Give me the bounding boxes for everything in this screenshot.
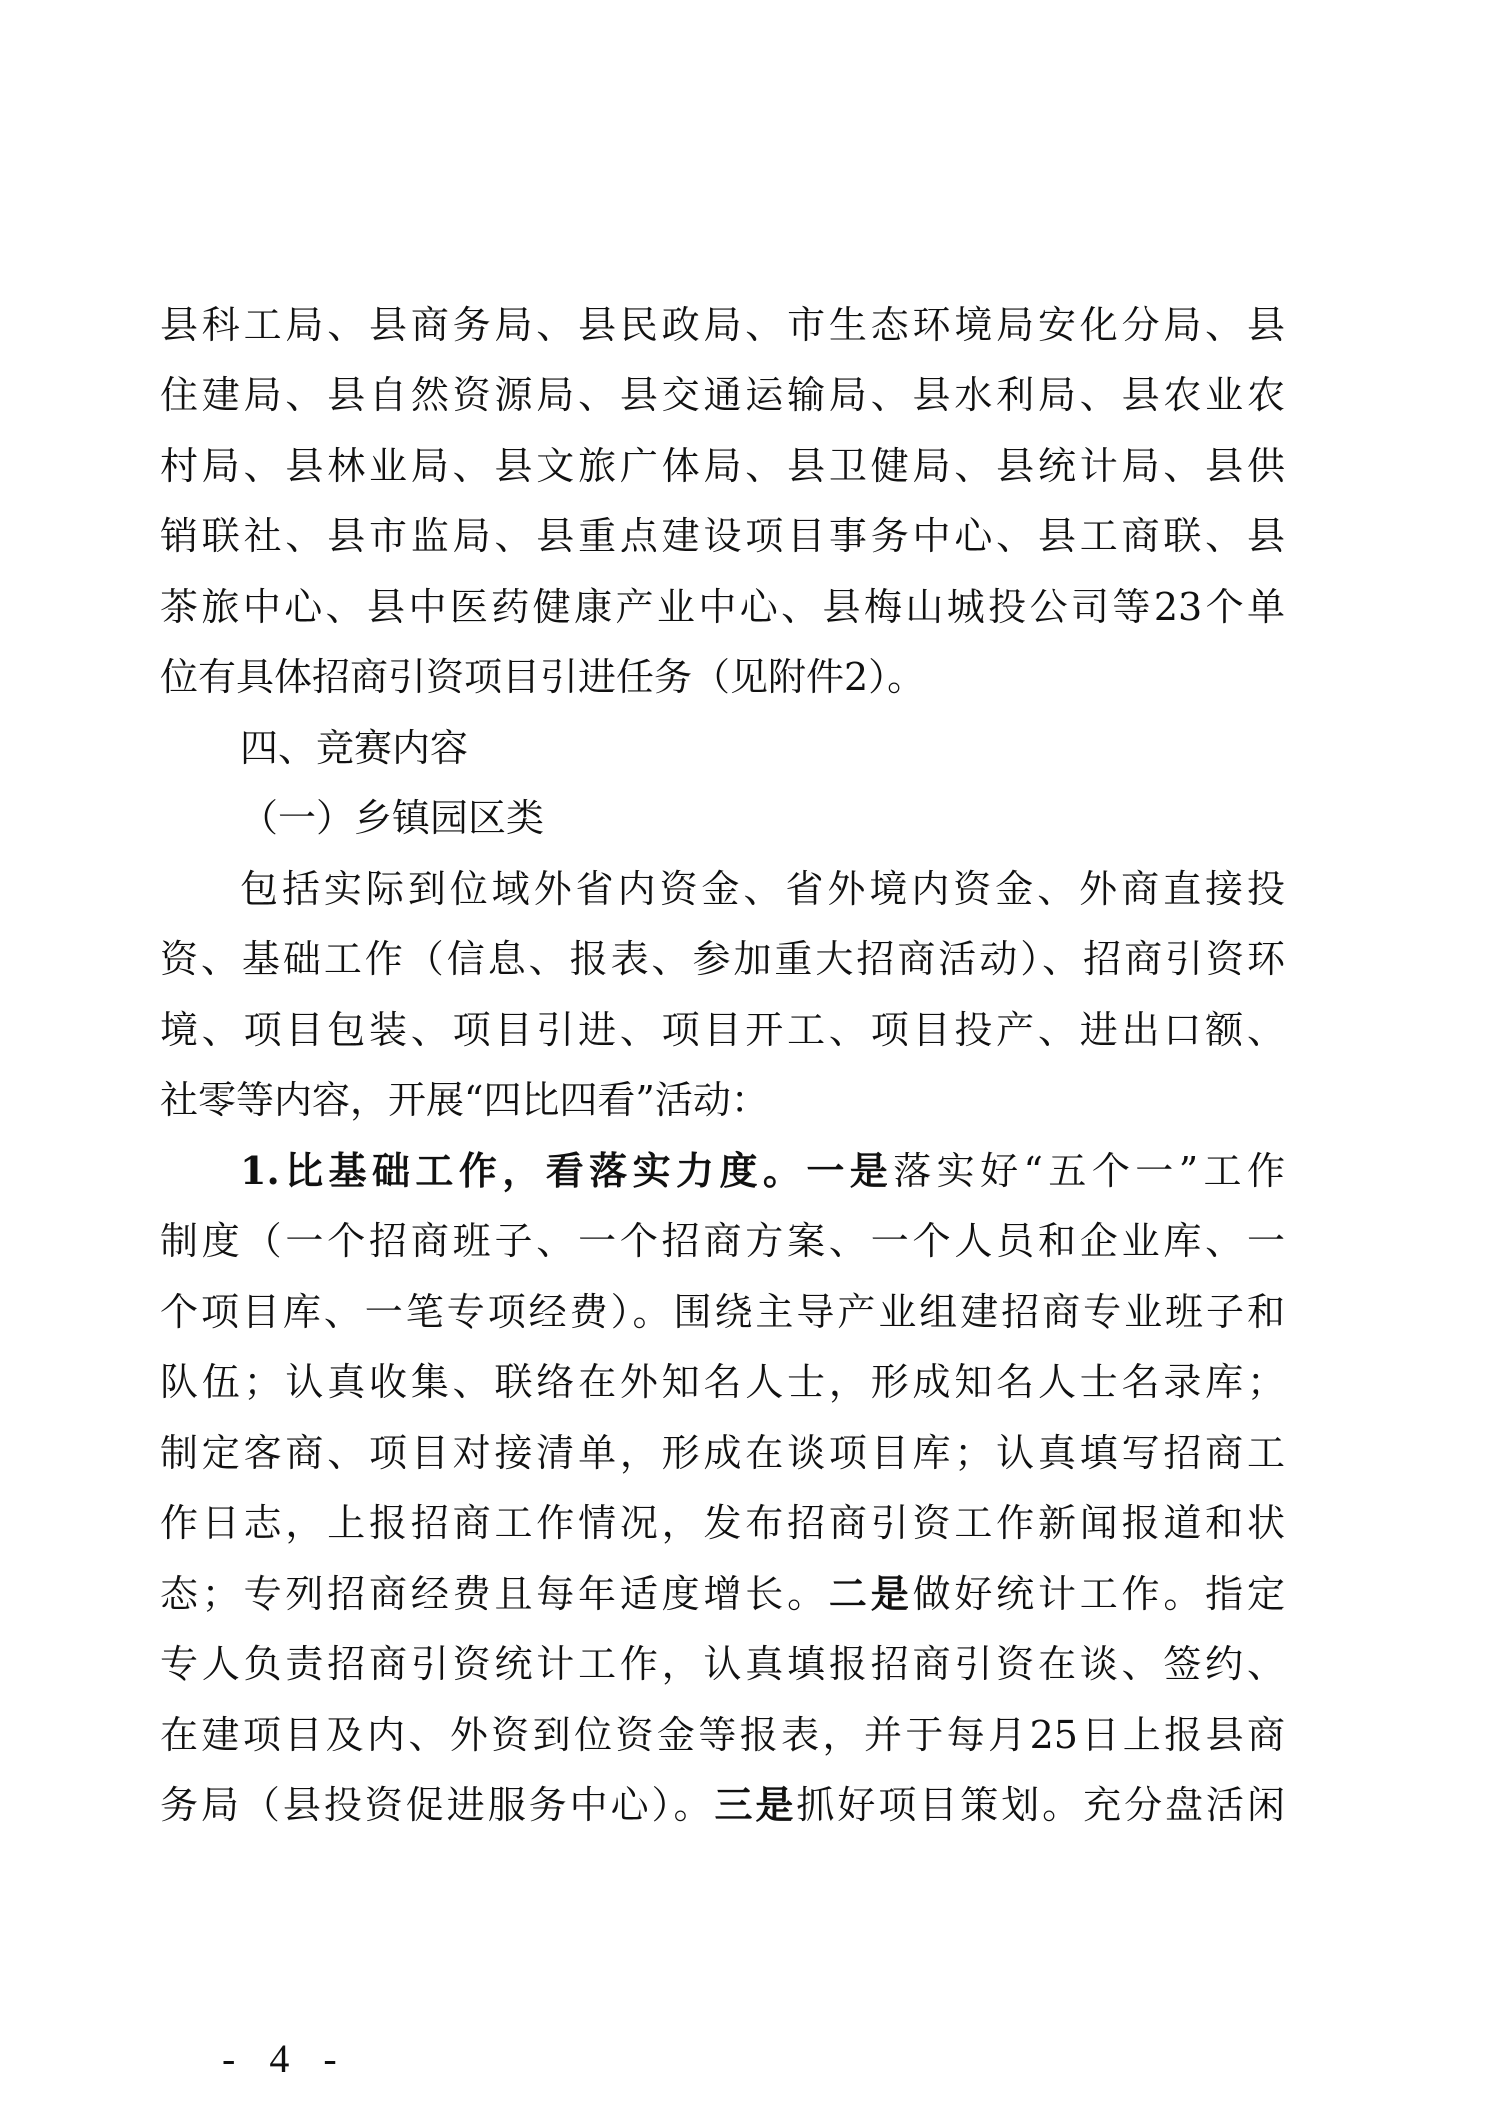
text-line: 社零等内容，开展“四比四看”活动：: [160, 1078, 769, 1122]
bold-marker: 二是: [828, 1571, 913, 1616]
text-line: 村局、县林业局、县文旅广体局、县卫健局、县统计局、县供: [160, 444, 1285, 488]
text-line: 资、基础工作（信息、报表、参加重大招商活动）、招商引资环: [160, 937, 1285, 981]
bold-marker: 一是: [806, 1148, 894, 1193]
text-line: 制定客商、项目对接清单，形成在谈项目库；认真填写招商工: [160, 1431, 1285, 1475]
text-segment: 做好统计工作。指定: [912, 1572, 1285, 1616]
text-line: 在建项目及内、外资到位资金等报表，并于每月25日上报县商: [160, 1713, 1285, 1757]
text-line: 销联社、县市监局、县重点建设项目事务中心、县工商联、县: [160, 514, 1285, 558]
text-line: 茶旅中心、县中医药健康产业中心、县梅山城投公司等23个单: [160, 585, 1285, 629]
text-line: 专人负责招商引资统计工作，认真填报招商引资在谈、签约、: [160, 1642, 1285, 1686]
bold-heading: 1.比基础工作，看落实力度。: [240, 1148, 807, 1193]
text-line: 位有具体招商引资项目引进任务（见附件2）。: [160, 655, 926, 699]
subsection-heading: （一）乡镇园区类: [240, 796, 545, 840]
page-number: - 4 -: [222, 2036, 349, 2081]
bold-marker: 三是: [714, 1782, 797, 1827]
text-line: 制度（一个招商班子、一个招商方案、一个人员和企业库、一: [160, 1219, 1285, 1263]
text-line: [160, 1559, 1285, 1629]
section-heading: 四、竞赛内容: [240, 726, 469, 770]
text-line: [160, 1770, 1285, 1840]
text-line: 县科工局、县商务局、县民政局、市生态环境局安化分局、县: [160, 303, 1285, 347]
text-segment: 落实好“五个一”工作: [893, 1149, 1285, 1193]
text-line: 作日志，上报招商工作情况，发布招商引资工作新闻报道和状: [160, 1501, 1285, 1545]
text-segment: 态；专列招商经费且每年适度增长。: [160, 1572, 829, 1616]
text-line: 个项目库、一笔专项经费）。围绕主导产业组建招商专业班子和: [160, 1290, 1285, 1334]
text-line: 住建局、县自然资源局、县交通运输局、县水利局、县农业农: [160, 373, 1285, 417]
text-line: 包括实际到位域外省内资金、省外境内资金、外商直接投: [240, 867, 1285, 911]
text-line: 队伍；认真收集、联络在外知名人士，形成知名人士名录库；: [160, 1360, 1285, 1404]
text-segment: 抓好项目策划。充分盘活闲: [796, 1783, 1285, 1827]
text-segment: 务局（县投资促进服务中心）。: [160, 1783, 715, 1827]
text-line: [240, 1136, 1285, 1206]
text-line: 境、项目包装、项目引进、项目开工、项目投产、进出口额、: [160, 1008, 1285, 1052]
